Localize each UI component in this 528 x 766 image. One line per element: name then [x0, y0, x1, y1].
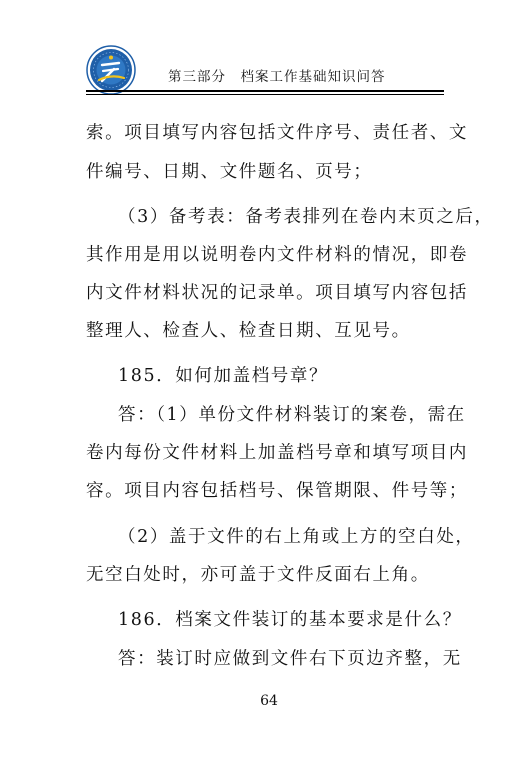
body-line-5: 内文件材料状况的记录单。项目填写内容包括	[86, 283, 468, 303]
body-line-12: 无空白处时，亦可盖于文件反面右上角。	[86, 565, 430, 585]
question-186: 186．档案文件装订的基本要求是什么？	[118, 610, 462, 630]
body-line-14: 答：装订时应做到文件右下页边齐整，无	[118, 649, 462, 669]
header-rule-thin	[86, 94, 444, 95]
body-line-8: 答：（1）单份文件材料装订的案卷，需在	[118, 405, 466, 425]
school-emblem-icon	[86, 45, 136, 95]
question-185: 185．如何加盖档号章？	[118, 366, 329, 386]
running-header-title: 第三部分 档案工作基础知识问答	[168, 69, 386, 85]
header-rule-thick	[86, 90, 444, 92]
body-line-11: （2）盖于文件的右上角或上方的空白处，	[118, 527, 475, 547]
body-line-4: 其作用是用以说明卷内文件材料的情况，即卷	[86, 245, 468, 265]
body-line-6: 整理人、检查人、检查日期、互见号。	[86, 321, 411, 341]
page-number: 64	[260, 693, 278, 709]
body-line-10: 容。项目内容包括档号、保管期限、件号等；	[86, 481, 468, 501]
body-line-3: （3）备考表：备考表排列在卷内末页之后，	[118, 207, 494, 227]
body-line-1: 索。项目填写内容包括文件序号、责任者、文	[86, 123, 468, 143]
body-line-2: 件编号、日期、文件题名、页号；	[86, 162, 373, 182]
body-line-9: 卷内每份文件材料上加盖档号章和填写项目内	[86, 443, 468, 463]
